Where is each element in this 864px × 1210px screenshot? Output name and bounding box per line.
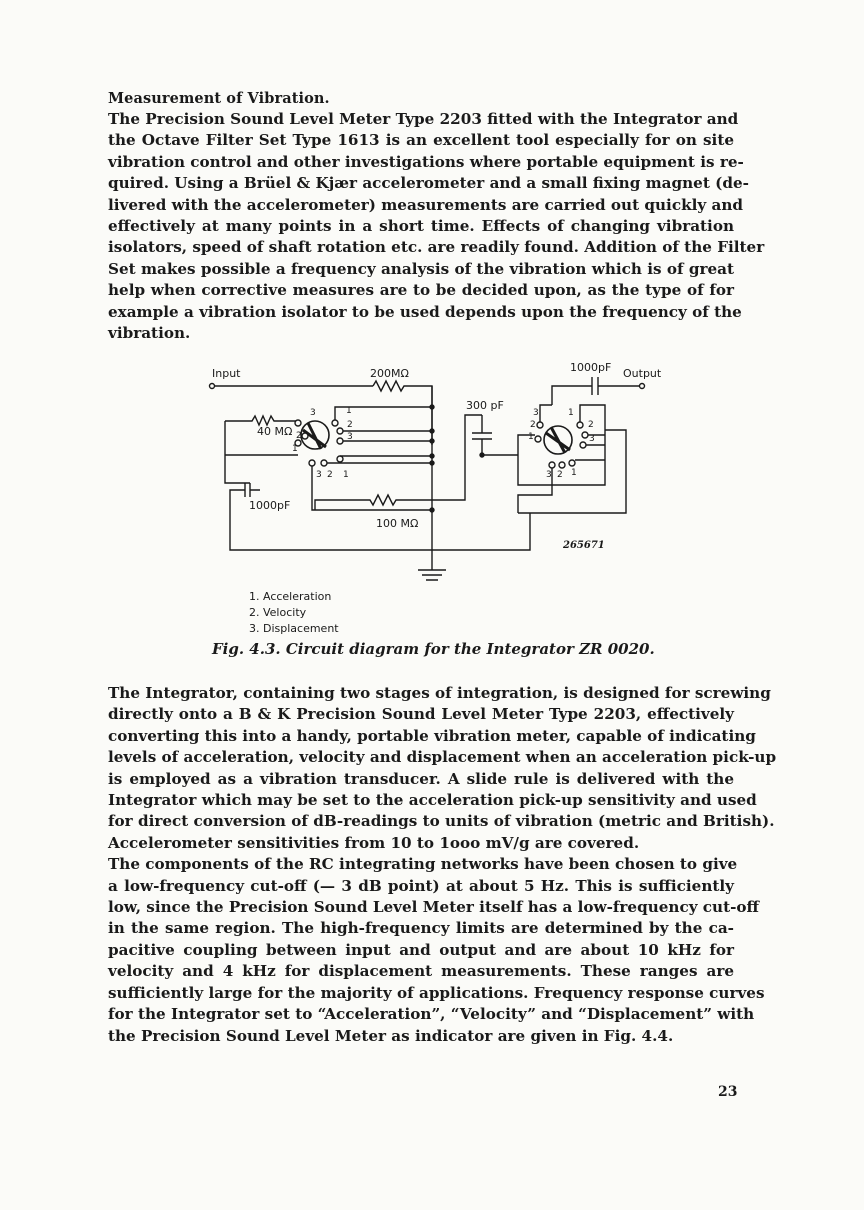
capacitor-1000pf-top xyxy=(552,377,640,405)
text-line: pacitive coupling between input and output and are about 10 kHz for xyxy=(108,940,734,959)
pos-label: 1 xyxy=(528,432,534,442)
pos-label: 2 xyxy=(588,420,594,430)
pos-label: 2 xyxy=(347,420,353,430)
pos-label: 3 xyxy=(546,470,552,480)
pos-label: 3 xyxy=(347,432,353,442)
capacitor-1000pf-left xyxy=(245,483,260,497)
capacitor-1000pf-top-label: 1000pF xyxy=(570,361,612,374)
text-line: velocity and 4 kHz for displacement measurements. These ranges are xyxy=(108,962,734,981)
figure-caption: Fig. 4.3. Circuit diagram for the Integrator ZR 0020. xyxy=(212,640,655,658)
text-line: levels of acceleration, velocity and displacement when an acceleration pick-up xyxy=(108,748,777,767)
output-terminal xyxy=(640,384,645,389)
text-line: vibration control and other investigations where portable equipment is re- xyxy=(108,152,744,171)
text-line: help when corrective measures are to be decided upon, as the type of for xyxy=(108,281,734,300)
left-switch-wires xyxy=(327,407,432,463)
resistor-200m xyxy=(373,381,432,445)
resistor-40m xyxy=(225,416,298,425)
pos-label: 1 xyxy=(343,470,349,480)
right-switch-top xyxy=(540,405,552,422)
pos-label: 1 xyxy=(292,444,298,454)
page-number: 23 xyxy=(718,1084,738,1100)
capacitor-1000pf-left-label: 1000pF xyxy=(249,499,291,512)
pos-label: 1 xyxy=(568,408,574,418)
text-line: the Octave Filter Set Type 1613 is an excellent tool especially for on site xyxy=(108,131,734,150)
pos-label: 3 xyxy=(589,434,595,444)
pos-label: 1 xyxy=(346,406,352,416)
text-line: The Precision Sound Level Meter Type 2203 fitted with the Integrator and xyxy=(108,110,739,128)
text-line: example a vibration isolator to be used depends upon the frequency of the xyxy=(108,302,742,321)
pos-label: 1 xyxy=(571,468,577,478)
text-line: effectively at many points in a short time. Effects of changing vibration xyxy=(108,217,734,236)
pos-label: 3 xyxy=(310,408,316,418)
drawing-number-stamp: 265671 xyxy=(563,540,605,551)
resistor-100m-label: 100 MΩ xyxy=(376,517,419,530)
left-bus xyxy=(225,421,250,483)
switch-right-wiper xyxy=(546,427,570,453)
text-line: Integrator which may be set to the acceleration pick-up sensitivity and used xyxy=(108,791,757,810)
pos-label: 3 xyxy=(316,470,322,480)
text-line: livered with the accelerometer) measurements are carried out quickly and xyxy=(108,195,743,214)
paragraph-integrator xyxy=(108,683,777,1047)
pos-label: 2 xyxy=(557,470,563,480)
text-line: directly onto a B & K Precision Sound Level Meter Type 2203, effectively xyxy=(108,705,734,724)
resistor-40m-label: 40 MΩ xyxy=(257,425,293,438)
text-line: Accelerometer sensitivities from 10 to 1ooo mV/g are covered. xyxy=(108,833,640,852)
pos-label: 3 xyxy=(533,408,539,418)
output-label: Output xyxy=(623,367,662,380)
text-line: quired. Using a Brüel & Kjær accelerometer and a small fixing magnet (de- xyxy=(108,174,749,193)
text-line: converting this into a handy, portable vibration meter, capable of indicating xyxy=(108,726,756,745)
text-line: for direct conversion of dB-readings to units of vibration (metric and British). xyxy=(108,812,775,831)
legend-item: 2. Velocity xyxy=(249,606,307,619)
pos-label: 2 xyxy=(296,431,302,441)
input-terminal xyxy=(210,384,215,389)
diagram-legend xyxy=(249,589,339,637)
capacitor-300pf-label: 300 pF xyxy=(466,399,504,412)
text-line: a low-frequency cut-off (— 3 dB point) at about 5 Hz. This is sufficiently xyxy=(108,876,734,895)
legend-item: 3. Displacement xyxy=(249,622,339,635)
text-line: The Integrator, containing two stages of integration, is designed for screwing xyxy=(108,684,771,702)
capacitor-300pf xyxy=(472,415,518,455)
text-line: isolators, speed of shaft rotation etc. are readily found. Addition of the Filter xyxy=(108,238,765,257)
input-label: Input xyxy=(212,367,241,380)
text-line: sufficiently large for the majority of applications. Frequency response curves xyxy=(108,983,765,1002)
paragraph-intro xyxy=(108,109,765,344)
text-line: the Precision Sound Level Meter as indicator are given in Fig. 4.4. xyxy=(108,1026,674,1045)
resistor-200m-label: 200MΩ xyxy=(370,367,409,380)
text-line: for the Integrator set to “Acceleration”, “Velocity” and “Displacement” with xyxy=(108,1005,755,1024)
text-line: The components of the RC integrating networks have been chosen to give xyxy=(108,855,738,874)
text-line: low, since the Precision Sound Level Meter itself has a low-frequency cut-off xyxy=(108,898,760,917)
text-line: in the same region. The high-frequency limits are determined by the ca- xyxy=(108,919,734,938)
pos-label: 2 xyxy=(327,470,333,480)
ground-symbol xyxy=(418,570,446,580)
section-heading: Measurement of Vibration. xyxy=(108,90,330,107)
legend-item: 1. Acceleration xyxy=(249,590,332,603)
pos-label: 2 xyxy=(530,420,536,430)
text-line: Set makes possible a frequency analysis of the vibration which is of great xyxy=(108,259,734,278)
text-line: is employed as a vibration transducer. A slide rule is delivered with the xyxy=(108,769,734,788)
text-line: vibration. xyxy=(108,324,191,343)
